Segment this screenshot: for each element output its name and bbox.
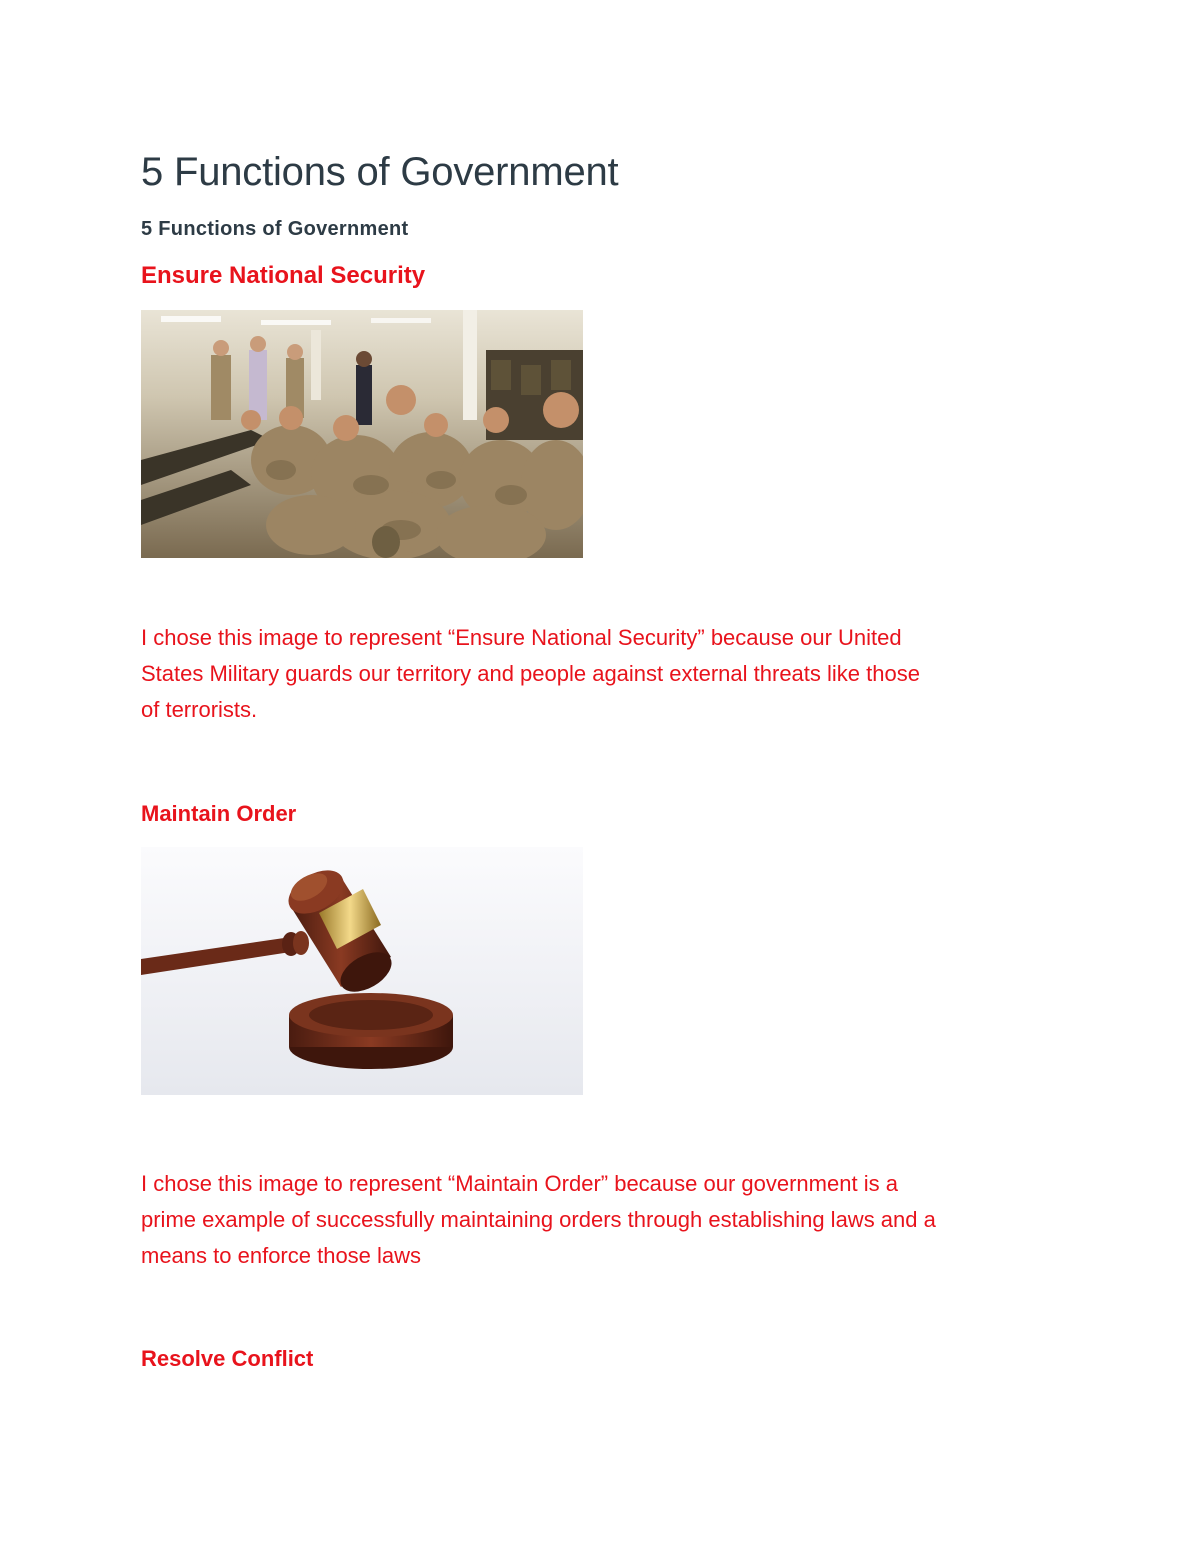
section-heading-resolve-conflict: Resolve Conflict [141,1346,314,1371]
paragraph-line: of terrorists. [141,697,258,722]
soldiers-photo-illustration [141,310,583,558]
section-paragraph-maintain-order [141,1166,1081,1274]
soldiers-seated-photo [141,310,583,558]
page-subtitle: 5 Functions of Government [141,218,409,240]
section-heading-maintain-order: Maintain Order [141,801,297,826]
paragraph-line: means to enforce those laws [141,1243,422,1268]
paragraph-line: States Military guards our territory and people against external threats like those [141,661,920,686]
judge-gavel-photo [141,847,583,1095]
paragraph-line: I chose this image to represent “Ensure National Security” because our United [141,625,902,650]
paragraph-line: I chose this image to represent “Maintain Order” because our government is a [141,1171,898,1196]
page-title: 5 Functions of Government [141,150,619,194]
section-heading-national-security: Ensure National Security [141,262,426,289]
gavel-photo-illustration [141,847,583,1095]
paragraph-line: prime example of successfully maintaining orders through establishing laws and a [141,1207,936,1232]
section-paragraph-national-security [141,620,1081,728]
